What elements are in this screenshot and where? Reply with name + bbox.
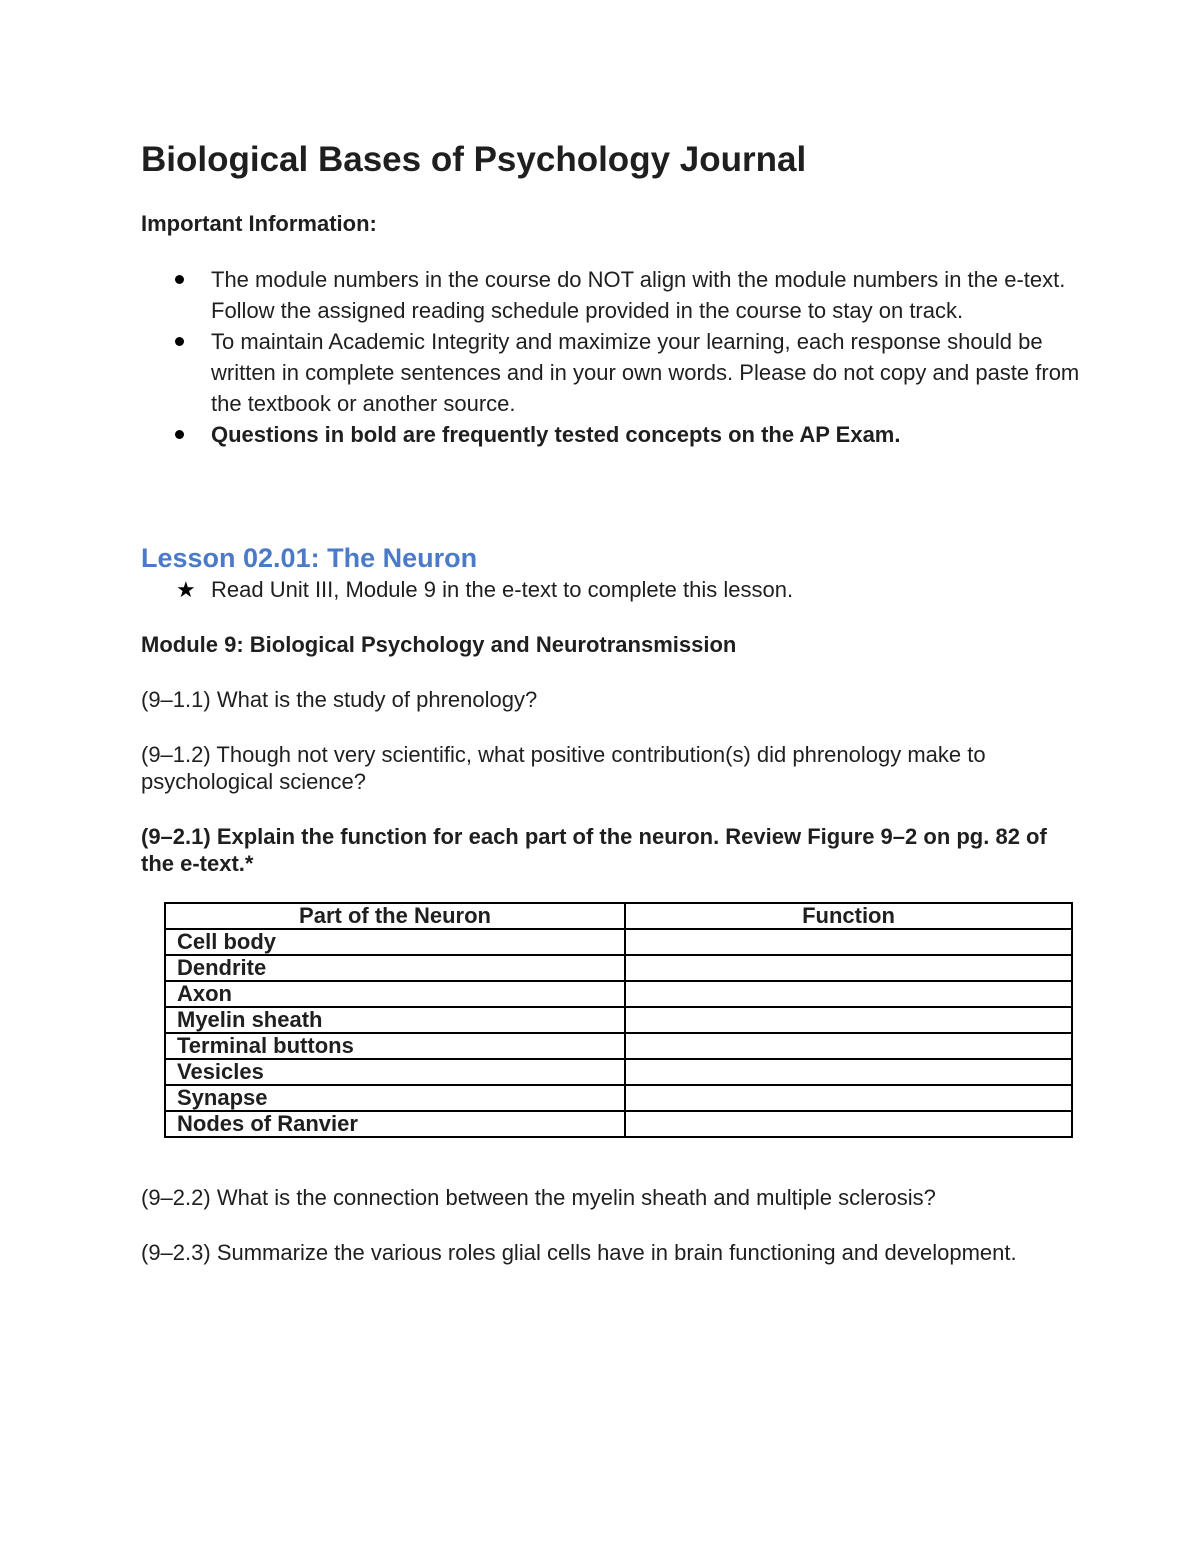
table-row <box>165 1111 1072 1137</box>
part-cell: Axon <box>165 981 625 1007</box>
table-row <box>165 1007 1072 1033</box>
lesson-title: Lesson 02.01: The Neuron <box>141 543 478 573</box>
list-item <box>141 419 1081 450</box>
table-row <box>165 1033 1072 1059</box>
list-item <box>141 326 1081 419</box>
function-cell[interactable] <box>625 929 1072 955</box>
list-item <box>141 264 1081 326</box>
module-heading: Module 9: Biological Psychology and Neurotransmission <box>141 632 737 657</box>
bullet-text: Questions in bold are frequently tested concepts on the AP Exam. <box>211 422 901 447</box>
table-header-row <box>165 903 1072 929</box>
important-info-list <box>141 264 1081 450</box>
part-cell: Cell body <box>165 929 625 955</box>
bullet-dot-icon <box>175 275 184 284</box>
bullet-text: The module numbers in the course do NOT align with the module numbers in the e-text. Follow the assigned reading schedule provided in the course to stay on track. <box>211 267 1066 323</box>
function-cell[interactable] <box>625 1007 1072 1033</box>
question-9-2-3: (9–2.3) Summarize the various roles glial cells have in brain functioning and development. <box>141 1240 1017 1265</box>
function-cell[interactable] <box>625 1111 1072 1137</box>
important-info-heading: Important Information: <box>141 211 377 236</box>
table-row <box>165 929 1072 955</box>
bullet-text: To maintain Academic Integrity and maximize your learning, each response should be written in complete sentences and in your own words. Please do not copy and paste from the textbook or another source. <box>211 329 1080 416</box>
function-cell[interactable] <box>625 1033 1072 1059</box>
part-cell: Terminal buttons <box>165 1033 625 1059</box>
lesson-instruction-text: Read Unit III, Module 9 in the e-text to complete this lesson. <box>211 577 794 602</box>
function-cell[interactable] <box>625 981 1072 1007</box>
part-cell: Dendrite <box>165 955 625 981</box>
table-row <box>165 1059 1072 1085</box>
function-cell[interactable] <box>625 1085 1072 1111</box>
question-9-1-1: (9–1.1) What is the study of phrenology? <box>141 687 538 712</box>
part-cell: Vesicles <box>165 1059 625 1085</box>
question-9-2-1: (9–2.1) Explain the function for each part of the neuron. Review Figure 9–2 on pg. 82 of the e-text.* <box>141 824 1047 876</box>
bullet-dot-icon <box>175 337 184 346</box>
part-cell: Synapse <box>165 1085 625 1111</box>
function-cell[interactable] <box>625 955 1072 981</box>
column-header-part: Part of the Neuron <box>165 903 625 929</box>
lesson-instruction <box>176 577 793 603</box>
page-title: Biological Bases of Psychology Journal <box>141 140 807 179</box>
column-header-function: Function <box>625 903 1072 929</box>
table-row <box>165 955 1072 981</box>
part-cell: Myelin sheath <box>165 1007 625 1033</box>
bullet-dot-icon <box>175 430 184 439</box>
star-icon: ★ <box>176 577 196 602</box>
part-cell: Nodes of Ranvier <box>165 1111 625 1137</box>
question-9-2-2: (9–2.2) What is the connection between the myelin sheath and multiple sclerosis? <box>141 1185 936 1210</box>
question-9-1-2: (9–1.2) Though not very scientific, what positive contribution(s) did phrenology make to psychological science? <box>141 742 986 794</box>
neuron-parts-table <box>164 902 1073 1138</box>
table-row <box>165 981 1072 1007</box>
function-cell[interactable] <box>625 1059 1072 1085</box>
table-row <box>165 1085 1072 1111</box>
